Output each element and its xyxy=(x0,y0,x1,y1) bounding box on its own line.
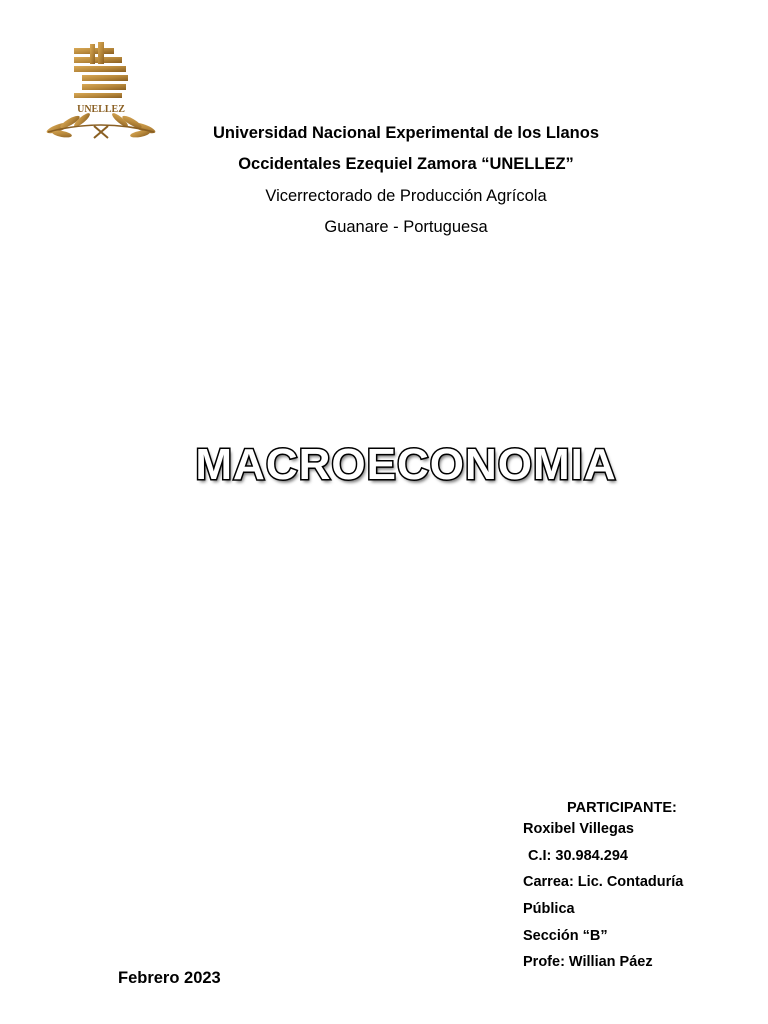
document-title: MACROECONOMIA xyxy=(195,440,617,489)
university-name-line1: Universidad Nacional Experimental de los Llanos xyxy=(212,124,600,142)
university-name-line2: Occidentales Ezequiel Zamora “UNELLEZ” xyxy=(238,155,574,173)
participant-heading: PARTICIPANTE: xyxy=(567,800,677,816)
participant-career-cont: Pública xyxy=(523,901,575,917)
participant-teacher: Profe: Willian Páez xyxy=(523,954,653,970)
participant-career: Carrea: Lic. Contaduría xyxy=(523,874,684,890)
location: Guanare - Portuguesa xyxy=(324,218,488,236)
participant-section: Sección “B” xyxy=(523,928,608,944)
vice-rectorate: Vicerrectorado de Producción Agrícola xyxy=(265,187,547,205)
document-date: Febrero 2023 xyxy=(118,969,221,987)
logo-text: UNELLEZ xyxy=(77,104,125,115)
participant-ci: C.I: 30.984.294 xyxy=(528,848,628,864)
participant-name: Roxibel Villegas xyxy=(523,821,634,837)
